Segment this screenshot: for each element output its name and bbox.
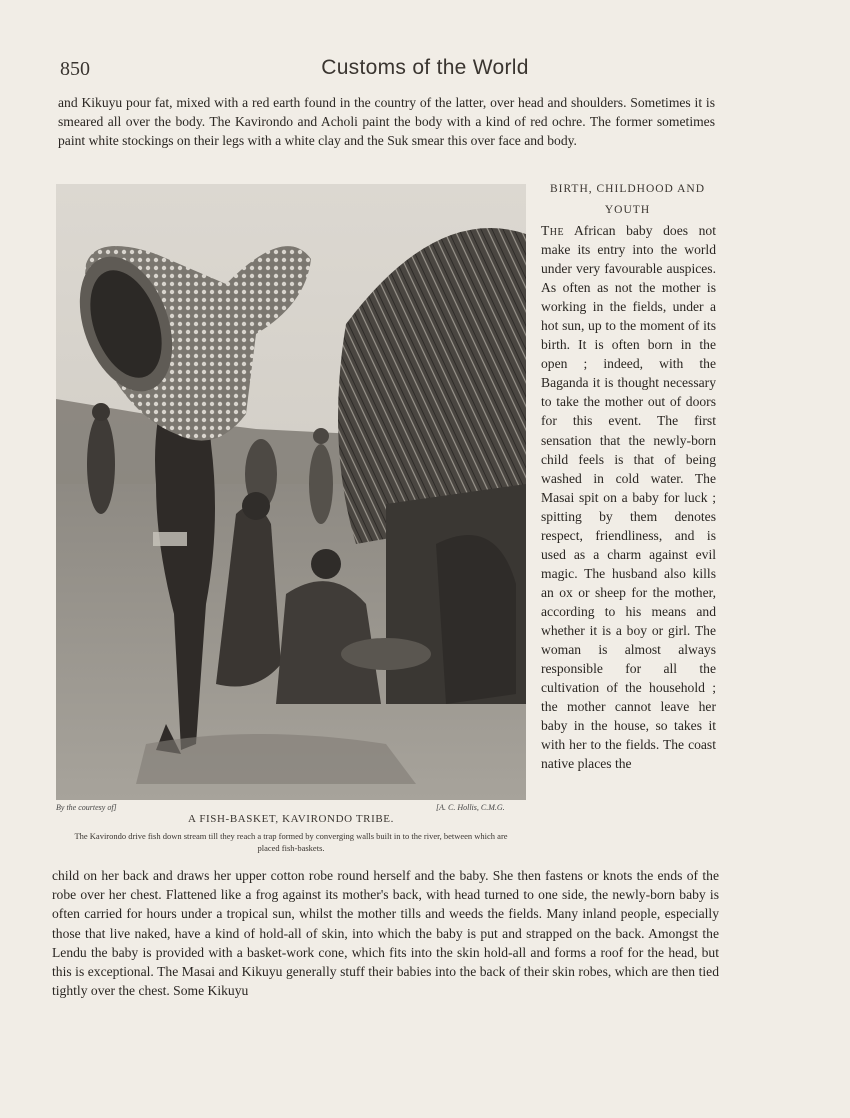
side-column-text — [541, 221, 716, 773]
running-title: Customs of the World — [321, 56, 529, 79]
section-heading — [540, 179, 715, 221]
side-column-body: African baby does not make its entry into the world under very favourable auspices. As often as not the mother is working in the fields, under a hot sun, up to the moment of its birth. It is often born in the open ; indeed, with the Baganda it is thought necessary to take the mother out of doors for this event. The first sensation that the newly-born child feels is that of being washed in cold water. The Masai spit on a baby for luck ; spitting by them denotes respect, friendliness, and is used as a charm against evil magic. The husband also kills an ox or sheep for the mother, according to his means and whether it is a boy or girl. The woman is almost always responsible for all the cultivation of the household ; the mother cannot leave her baby in the house, so takes it with her to the fields. The coast native places the — [541, 223, 716, 772]
fish-basket-photograph — [56, 184, 526, 800]
section-heading-line2: YOUTH — [604, 204, 651, 216]
page-number: 850 — [60, 58, 90, 80]
continuation-paragraph: child on her back and draws her upper cotton robe round herself and the baby. She then fastens or knots the ends of the robe over her chest. Flattened like a frog against its mother's back, with head turned to one side, the newly-born baby is often carried for hours under a tropical sun, whilst the mother tills and weeds the fields. Many inland people, especially those that live naked, have a kind of hold-all of skin, into which the baby is put and strapped on the back. Amongst the Lendu the baby is provided with a basket-work cone, which fits into the skin hold-all and forms a roof for the head, but this is exceptional. The Masai and Kikuyu generally stuff their babies into the back of their skin robes, which are then tied tightly over the chest. Some Kikuyu — [52, 868, 719, 999]
figure-caption-text: The Kavirondo drive fish down stream till they reach a trap formed by converging walls built in to the river, between which are placed fish-baskets. — [74, 831, 508, 853]
intro-paragraph: and Kikuyu pour fat, mixed with a red earth found in the country of the latter, over head and shoulders. Sometimes it is smeared all over the body. The Kavirondo and Acholi paint the body with a kind of red ochre. The former sometimes paint white stockings on their legs with a white clay and the Suk smear this over face and body. — [58, 95, 715, 148]
figure-caption-title: A FISH-BASKET, KAVIRONDO TRIBE. — [188, 813, 394, 825]
photo-credit-left: By the courtesy of] — [56, 803, 117, 812]
section-heading-line1: BIRTH, CHILDHOOD AND — [549, 183, 706, 195]
photo-credit-right: [A. C. Hollis, C.M.G. — [436, 803, 505, 812]
opening-word: The — [541, 223, 565, 238]
